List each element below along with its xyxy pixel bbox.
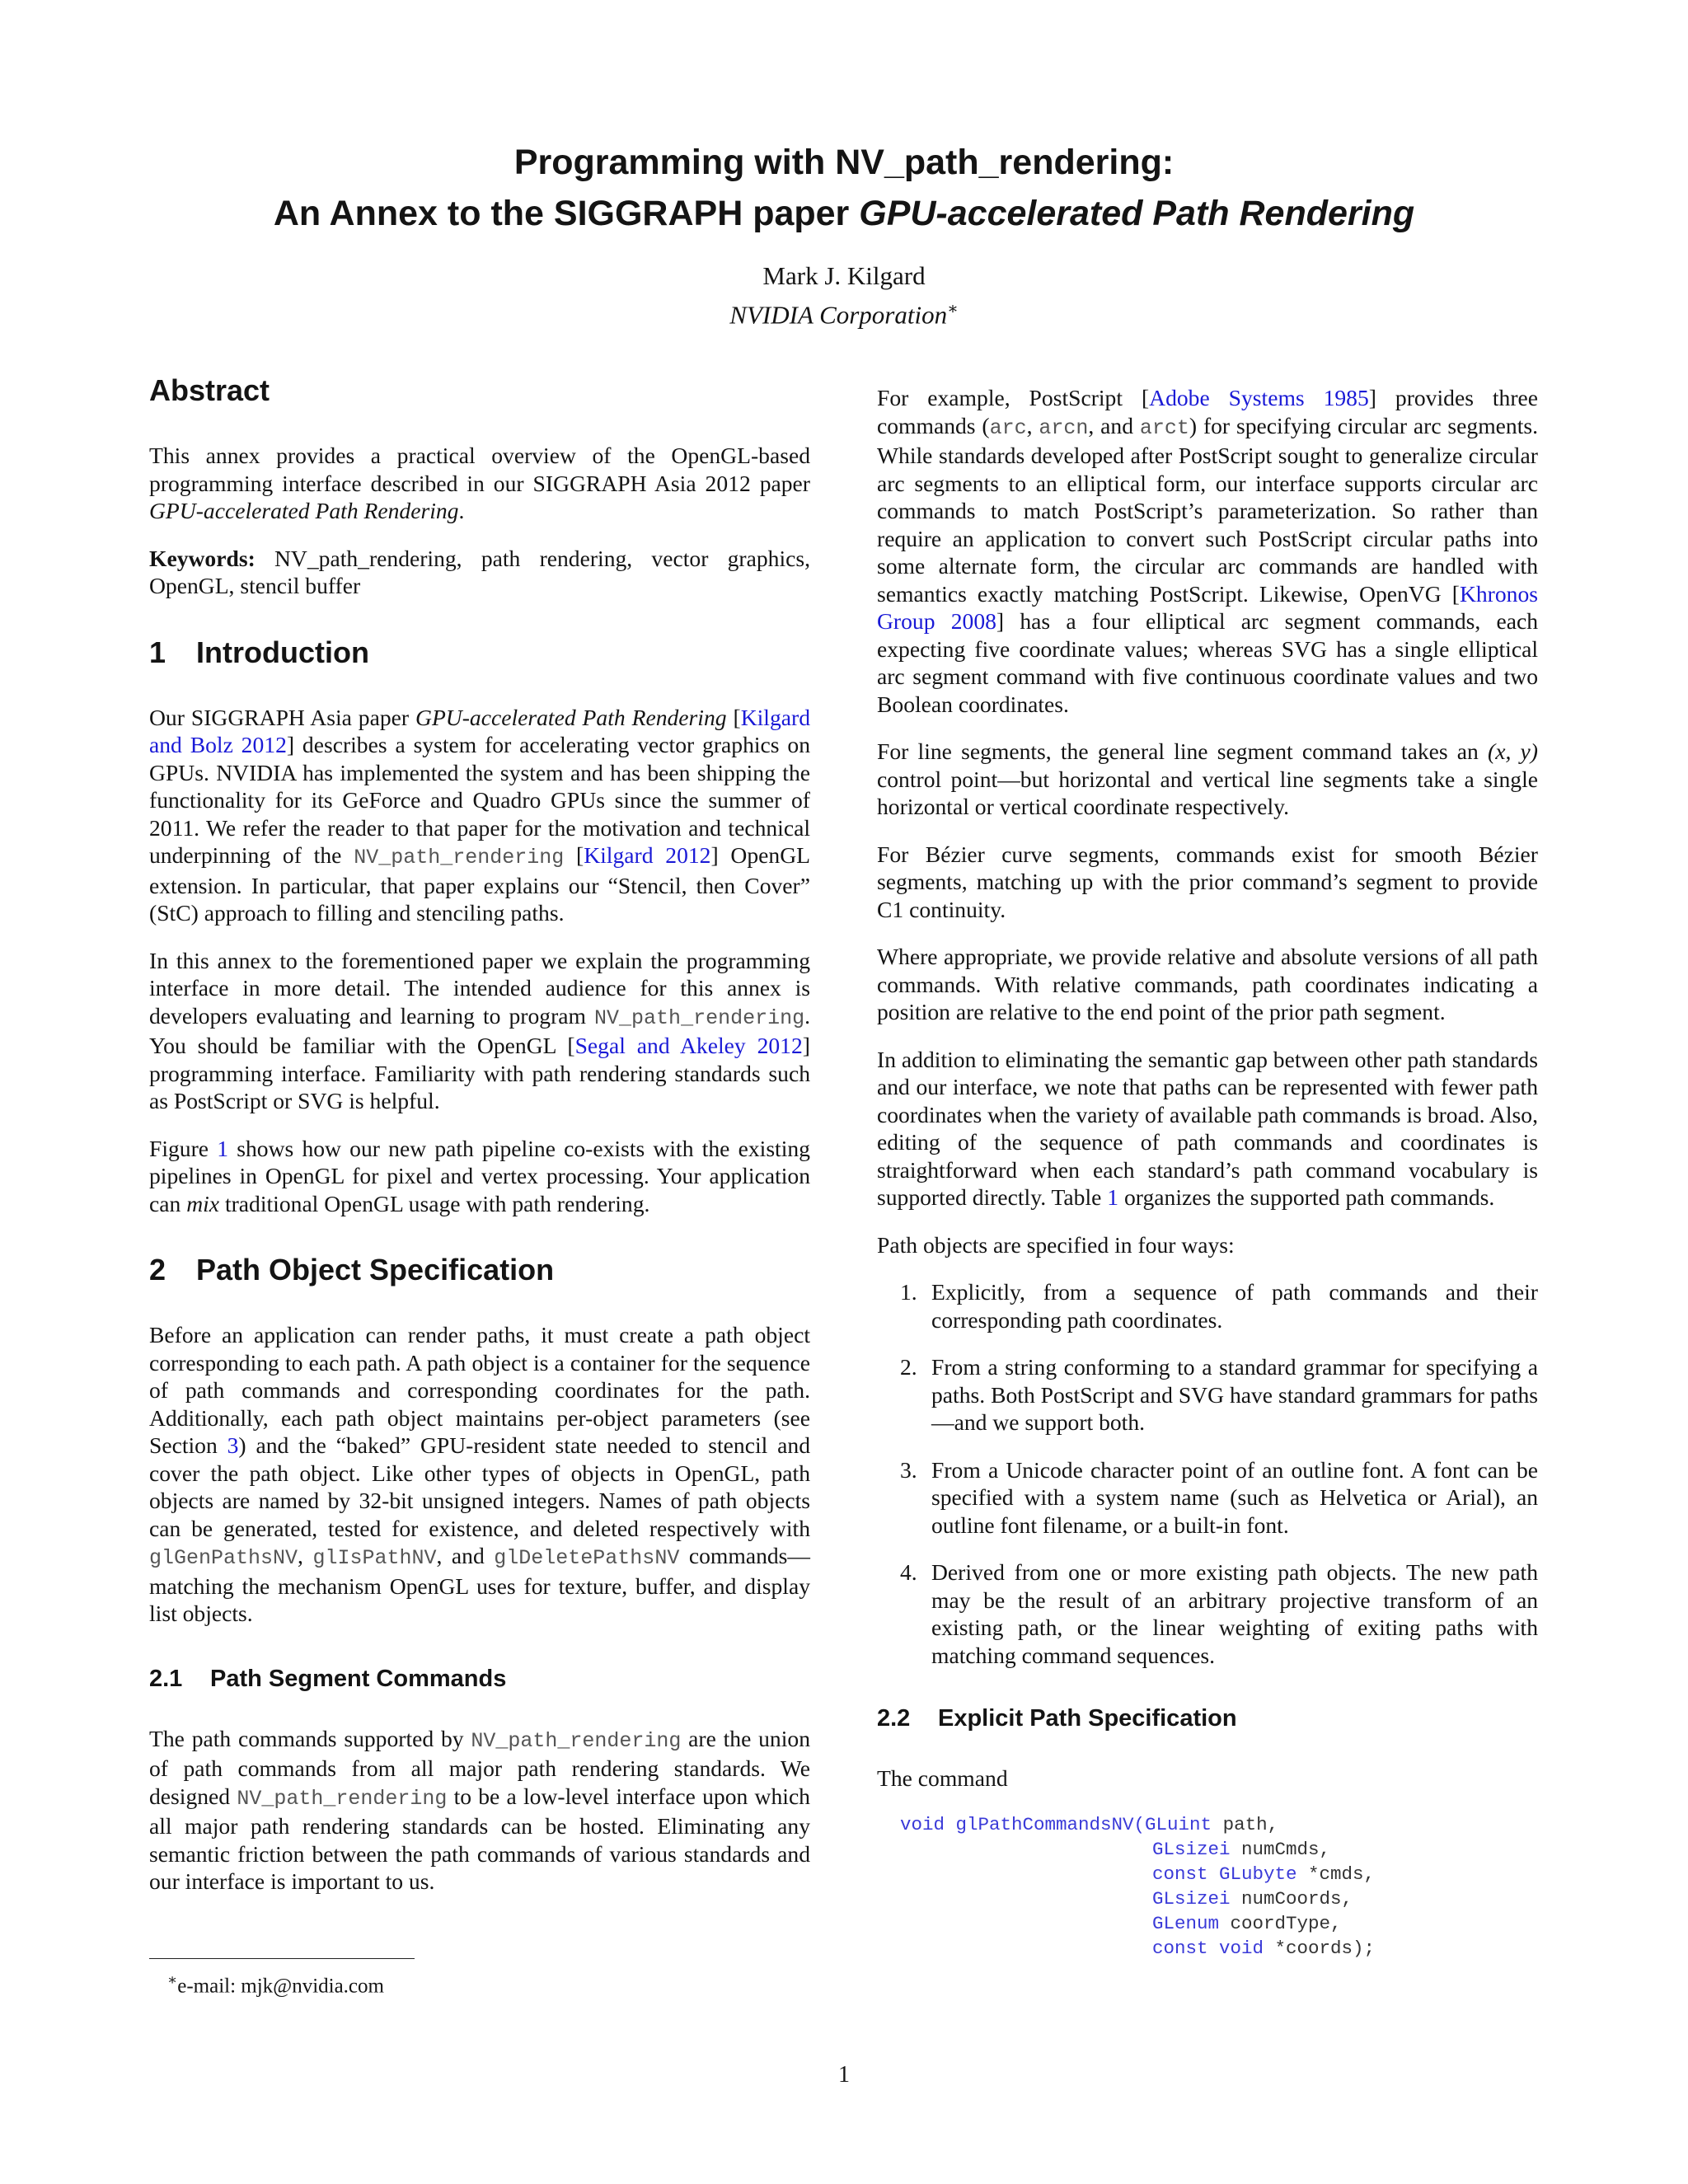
section-2-1-paragraph-2: For example, PostScript [Adobe Systems 1985] provides three commands (arc, arcn, and arct) for specifying circular arc segments. While standards developed after PostScript sought to generalize circular arc segments to an elliptical form, our interface supports circular arc commands to match PostScript’s parameterization. So rather than require an application to convert such PostScript circular paths into some alternate form, the circular arc commands are handled with semantics exactly matching PostScript. Likewise, OpenVG [Khronos Group 2008] has a four elliptical arc segment commands, each expecting five coordinate values; whereas SVG has a single elliptical arc segment command with five continuous coordinate values and two Boolean coordinates. <box>877 385 1539 717</box>
section-2-1-paragraph-5: Where appropriate, we provide relative and absolute versions of all path commands. With relative commands, path coordinates indicating a position are relative to the end point of the prior path segment. <box>877 944 1538 1024</box>
section-1-paragraph-3: Figure 1 shows how our new path pipeline co-exists with the existing pipelines in OpenGL for pixel and vertex processing. Your application can mix traditional OpenGL usage with path rendering. <box>149 1135 810 1216</box>
citation-link[interactable]: Khronos Group 2008 <box>877 580 1538 634</box>
path-specification-list <box>877 1278 1538 1669</box>
section-ref-link[interactable]: 3 <box>227 1432 239 1458</box>
section-1-paragraph-1: Our SIGGRAPH Asia paper GPU-accelerated Path Rendering [Kilgard and Bolz 2012] describes a system for accelerating vector graphics on GPUs. NVIDIA has implemented the system and has been shipping the functionality for its GeForce and Quadro GPUs since the summer of 2011. We refer the reader to that paper for the motivation and technical underpinning of the NV_path_rendering [Kilgard 2012] OpenGL extension. In particular, that paper explains our “Stencil, then Cover” (StC) approach to filling and stenciling paths. <box>149 704 810 926</box>
citation-link[interactable]: Kilgard 2012 <box>584 842 711 868</box>
section-2-1-paragraph-3: For line segments, the general line segment command takes an (x, y) control point—but horizontal and vertical line segments take a single horizontal or vertical coordinate respectively. <box>877 738 1538 819</box>
section-2-1-paragraph-4: For Bézier curve segments, commands exist for smooth Bézier segments, matching up with the prior command’s segment to provide C1 continuity. <box>877 841 1538 922</box>
section-2-paragraph-1: Before an application can render paths, it must create a path object corresponding to each path. A path object is a container for the sequence of path commands and corresponding coordinates for the path. Additionally, each path object maintains per-object parameters (see Section 3) and the “baked” GPU-resident state needed to stencil and cover the path object. Like other types of objects in OpenGL, path objects are named by 32-bit unsigned integers. Names of path objects can be generated, tested for existence, and deleted respectively with glGenPathsNV, glIsPathNV, and glDeletePathsNV commands—matching the mechanism OpenGL uses for texture, buffer, and display list objects. <box>149 1322 810 1626</box>
section-2-1-paragraph-7: Path objects are specified in four ways: <box>877 1231 1235 1258</box>
section-2-2-intro: The command <box>877 1765 1008 1791</box>
author-name: Mark J. Kilgard <box>762 261 926 290</box>
section-2-2-heading: 2.2 Explicit Path Specification <box>877 1705 1237 1732</box>
section-1-paragraph-2: In this annex to the forementioned paper we explain the programming interface in more detail. The intended audience for this annex is developers evaluating and learning to program NV_path_rendering. You should be familiar with the OpenGL [Segal and Akeley 2012] programming interface. Familiarity with path rendering standards such as PostScript or SVG is helpful. <box>149 947 810 1113</box>
citation-link[interactable]: Segal and Akeley 2012 <box>574 1033 803 1058</box>
paper-title <box>0 137 1688 239</box>
abstract-text: This annex provides a practical overview of the OpenGL-based programming interface described in our SIGGRAPH Asia 2012 paper GPU-accelerated Path Rendering. <box>149 443 810 523</box>
left-column <box>149 373 810 1915</box>
footnote-rule <box>149 1958 415 1959</box>
code-block: void glPathCommandsNV(GLuint path, GLsizei numCmds, const GLubyte *cmds, GLsizei numCoords, GLenum coordType, const void *coords); <box>900 1813 1376 1959</box>
list-item: 4. Derived from one or more existing path objects. The new path may be the result of an arbitrary projective transform of an existing path, or the linear weighting of exiting paths with matching command sequences. <box>900 1559 1538 1668</box>
author-affiliation: NVIDIA Corporation∗ <box>729 300 959 330</box>
section-2-heading: 2 Path Object Specification <box>149 1253 555 1286</box>
right-column <box>877 384 1538 1961</box>
footnote-email: e-mail: mjk@nvidia.com <box>177 1975 384 1998</box>
section-2-1-paragraph-1: The path commands supported by NV_path_rendering are the union of path commands from all major path rendering standards. We designed NV_path_rendering to be a low-level interface upon which all major path rendering standards can be hosted. Eliminating any semantic friction between the path commands of various standards and our interface is important to us. <box>149 1725 810 1894</box>
section-1-heading: 1 Introduction <box>149 635 369 669</box>
title-line-1: Programming with NV_path_rendering: <box>513 143 1175 182</box>
figure-ref-link[interactable]: 1 <box>217 1135 229 1161</box>
list-item: 3. From a Unicode character point of an outline font. A font can be specified with a system name (such as Helvetica or Arial), an outline font filename, or a built-in font. <box>900 1456 1538 1538</box>
author-block <box>0 260 1688 331</box>
list-item: 2. From a string conforming to a standard grammar for specifying a paths. Both PostScript and SVG have standard grammars for paths—and we support both. <box>900 1354 1538 1435</box>
page-number: 1 <box>838 2062 850 2088</box>
table-ref-link[interactable]: 1 <box>1107 1184 1119 1210</box>
list-item: 1. Explicitly, from a sequence of path commands and their corresponding path coordinates. <box>900 1279 1538 1333</box>
keywords: Keywords: NV_path_rendering, path rendering, vector graphics, OpenGL, stencil buffer <box>149 545 810 598</box>
footnote: ∗e-mail: mjk@nvidia.com <box>149 1958 810 1999</box>
abstract-heading: Abstract <box>149 373 270 407</box>
section-2-1-paragraph-6: In addition to eliminating the semantic gap between other path standards and our interface, we note that paths can be represented with fewer path coordinates when the variety of available path commands is broad. Also, editing of the sequence of path commands and coordinates is straightforward when each standard’s path command vocabulary is supported directly. Table 1 organizes the supported path commands. <box>877 1046 1538 1210</box>
section-2-1-heading: 2.1 Path Segment Commands <box>149 1665 507 1692</box>
citation-link[interactable]: Adobe Systems 1985 <box>1149 385 1369 410</box>
citation-link[interactable]: Kilgard and Bolz 2012 <box>149 704 810 757</box>
title-line-2: An Annex to the SIGGRAPH paper GPU-accelerated Path Rendering <box>273 194 1415 233</box>
